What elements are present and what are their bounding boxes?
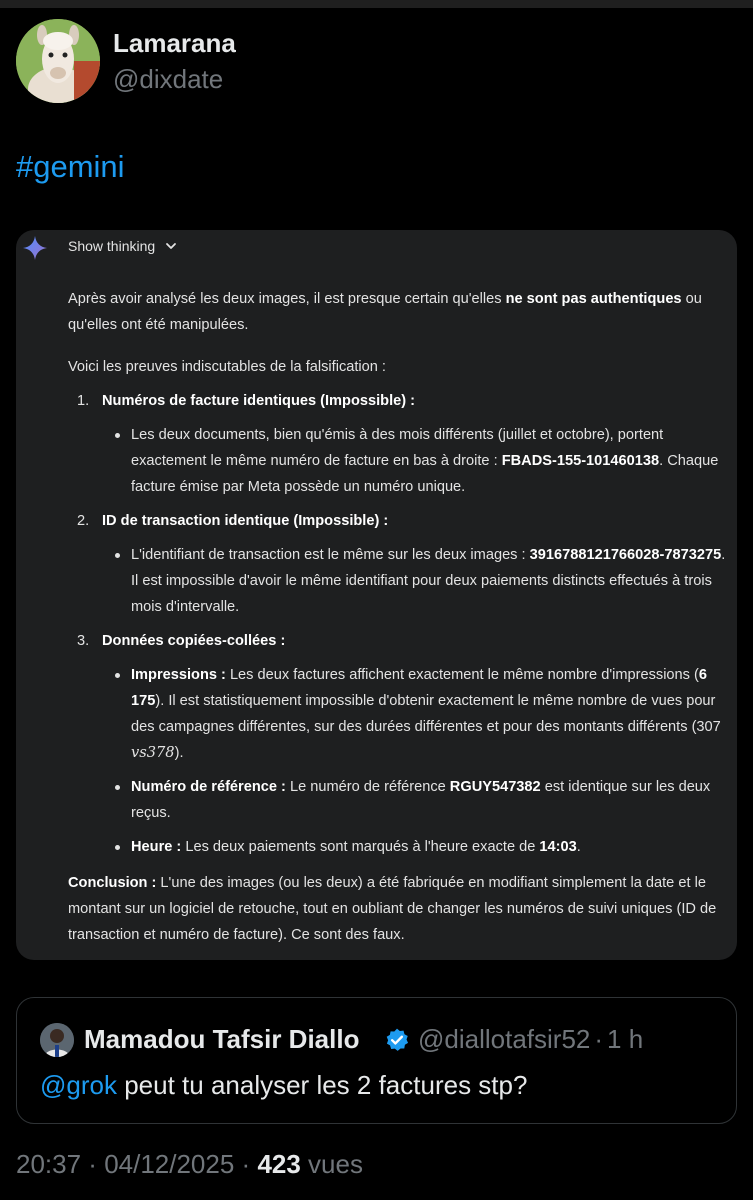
gemini-sparkle-icon [22,235,48,261]
grok-mention-link[interactable]: @grok [40,1070,117,1100]
gemini-response-body [68,286,732,948]
verified-badge-icon [384,1027,410,1053]
post-time[interactable]: 20:37 [16,1149,82,1179]
bullet-invoice: Les deux documents, bien qu'émis à des mois différents (juillet et octobre), portent exactement le même numéro de facture en bas à droite : FBADS-155-101460138. Chaque facture émise par Meta possède un numéro unique. [68,422,732,500]
hashtag-link[interactable]: #gemini [16,149,125,184]
quoted-author-name[interactable]: Mamadou Tafsir Diallo [84,1024,360,1054]
bullet-reference: Numéro de référence : Le numéro de référence RGUY547382 est identique sur les deux reçus. [68,774,732,826]
author-display-name[interactable]: Lamarana [113,28,236,58]
list-item-transaction: 2. ID de transaction identique (Impossible) : [77,513,389,529]
quoted-author-handle-time[interactable]: @diallotafsir52 · 1 h [418,1024,644,1054]
post-meta: 20:37 · 04/12/2025 · 423 vues [16,1149,363,1179]
list-item-copied-data: 3. Données copiées-collées : [77,633,286,649]
quoted-post-card[interactable] [16,997,737,1124]
show-thinking-label: Show thinking [68,238,156,254]
chevron-down-icon [165,240,177,252]
bullet-time: Heure : Les deux paiements sont marqués à l'heure exacte de 14:03. [68,834,732,860]
top-bar [0,0,753,8]
author-avatar[interactable] [16,19,100,103]
intro-paragraph: Après avoir analysé les deux images, il est presque certain qu'elles ne sont pas authentiques ou qu'elles ont été manipulées. [68,291,702,333]
quoted-post-text: @grok peut tu analyser les 2 factures stp? [40,1070,528,1100]
bullet-impressions: Impressions : Les deux factures affichent exactement le même nombre d'impressions (6 175). Il est statistiquement impossible d'obtenir exactement le même nombre de vues pour des campagnes différentes, sur des durées différentes et pour des montants différents (307 vs378). [68,662,732,766]
bullet-transaction: L'identifiant de transaction est le même sur les deux images : 3916788121766028-7873275. Il est impossible d'avoir le même identifiant pour deux paiements distincts effectués à trois mois d'intervalle. [68,542,732,620]
list-item-invoice: 1. Numéros de facture identiques (Impossible) : [77,393,416,409]
quoted-author-avatar[interactable] [40,1023,74,1057]
show-thinking-toggle[interactable] [68,238,177,254]
conclusion-paragraph: Conclusion : L'une des images (ou les deux) a été fabriquée en modifiant simplement la date et le montant sur un logiciel de retouche, tout en oubliant de changer les numéros de suivi uniques (ID de transaction et numéro de facture). Ce sont des faux. [68,875,717,943]
proof-intro: Voici les preuves indiscutables de la falsification : [68,359,386,375]
author-handle[interactable]: @dixdate [113,64,224,94]
view-count: 423 [257,1149,301,1179]
post-date[interactable]: 04/12/2025 [104,1149,235,1179]
